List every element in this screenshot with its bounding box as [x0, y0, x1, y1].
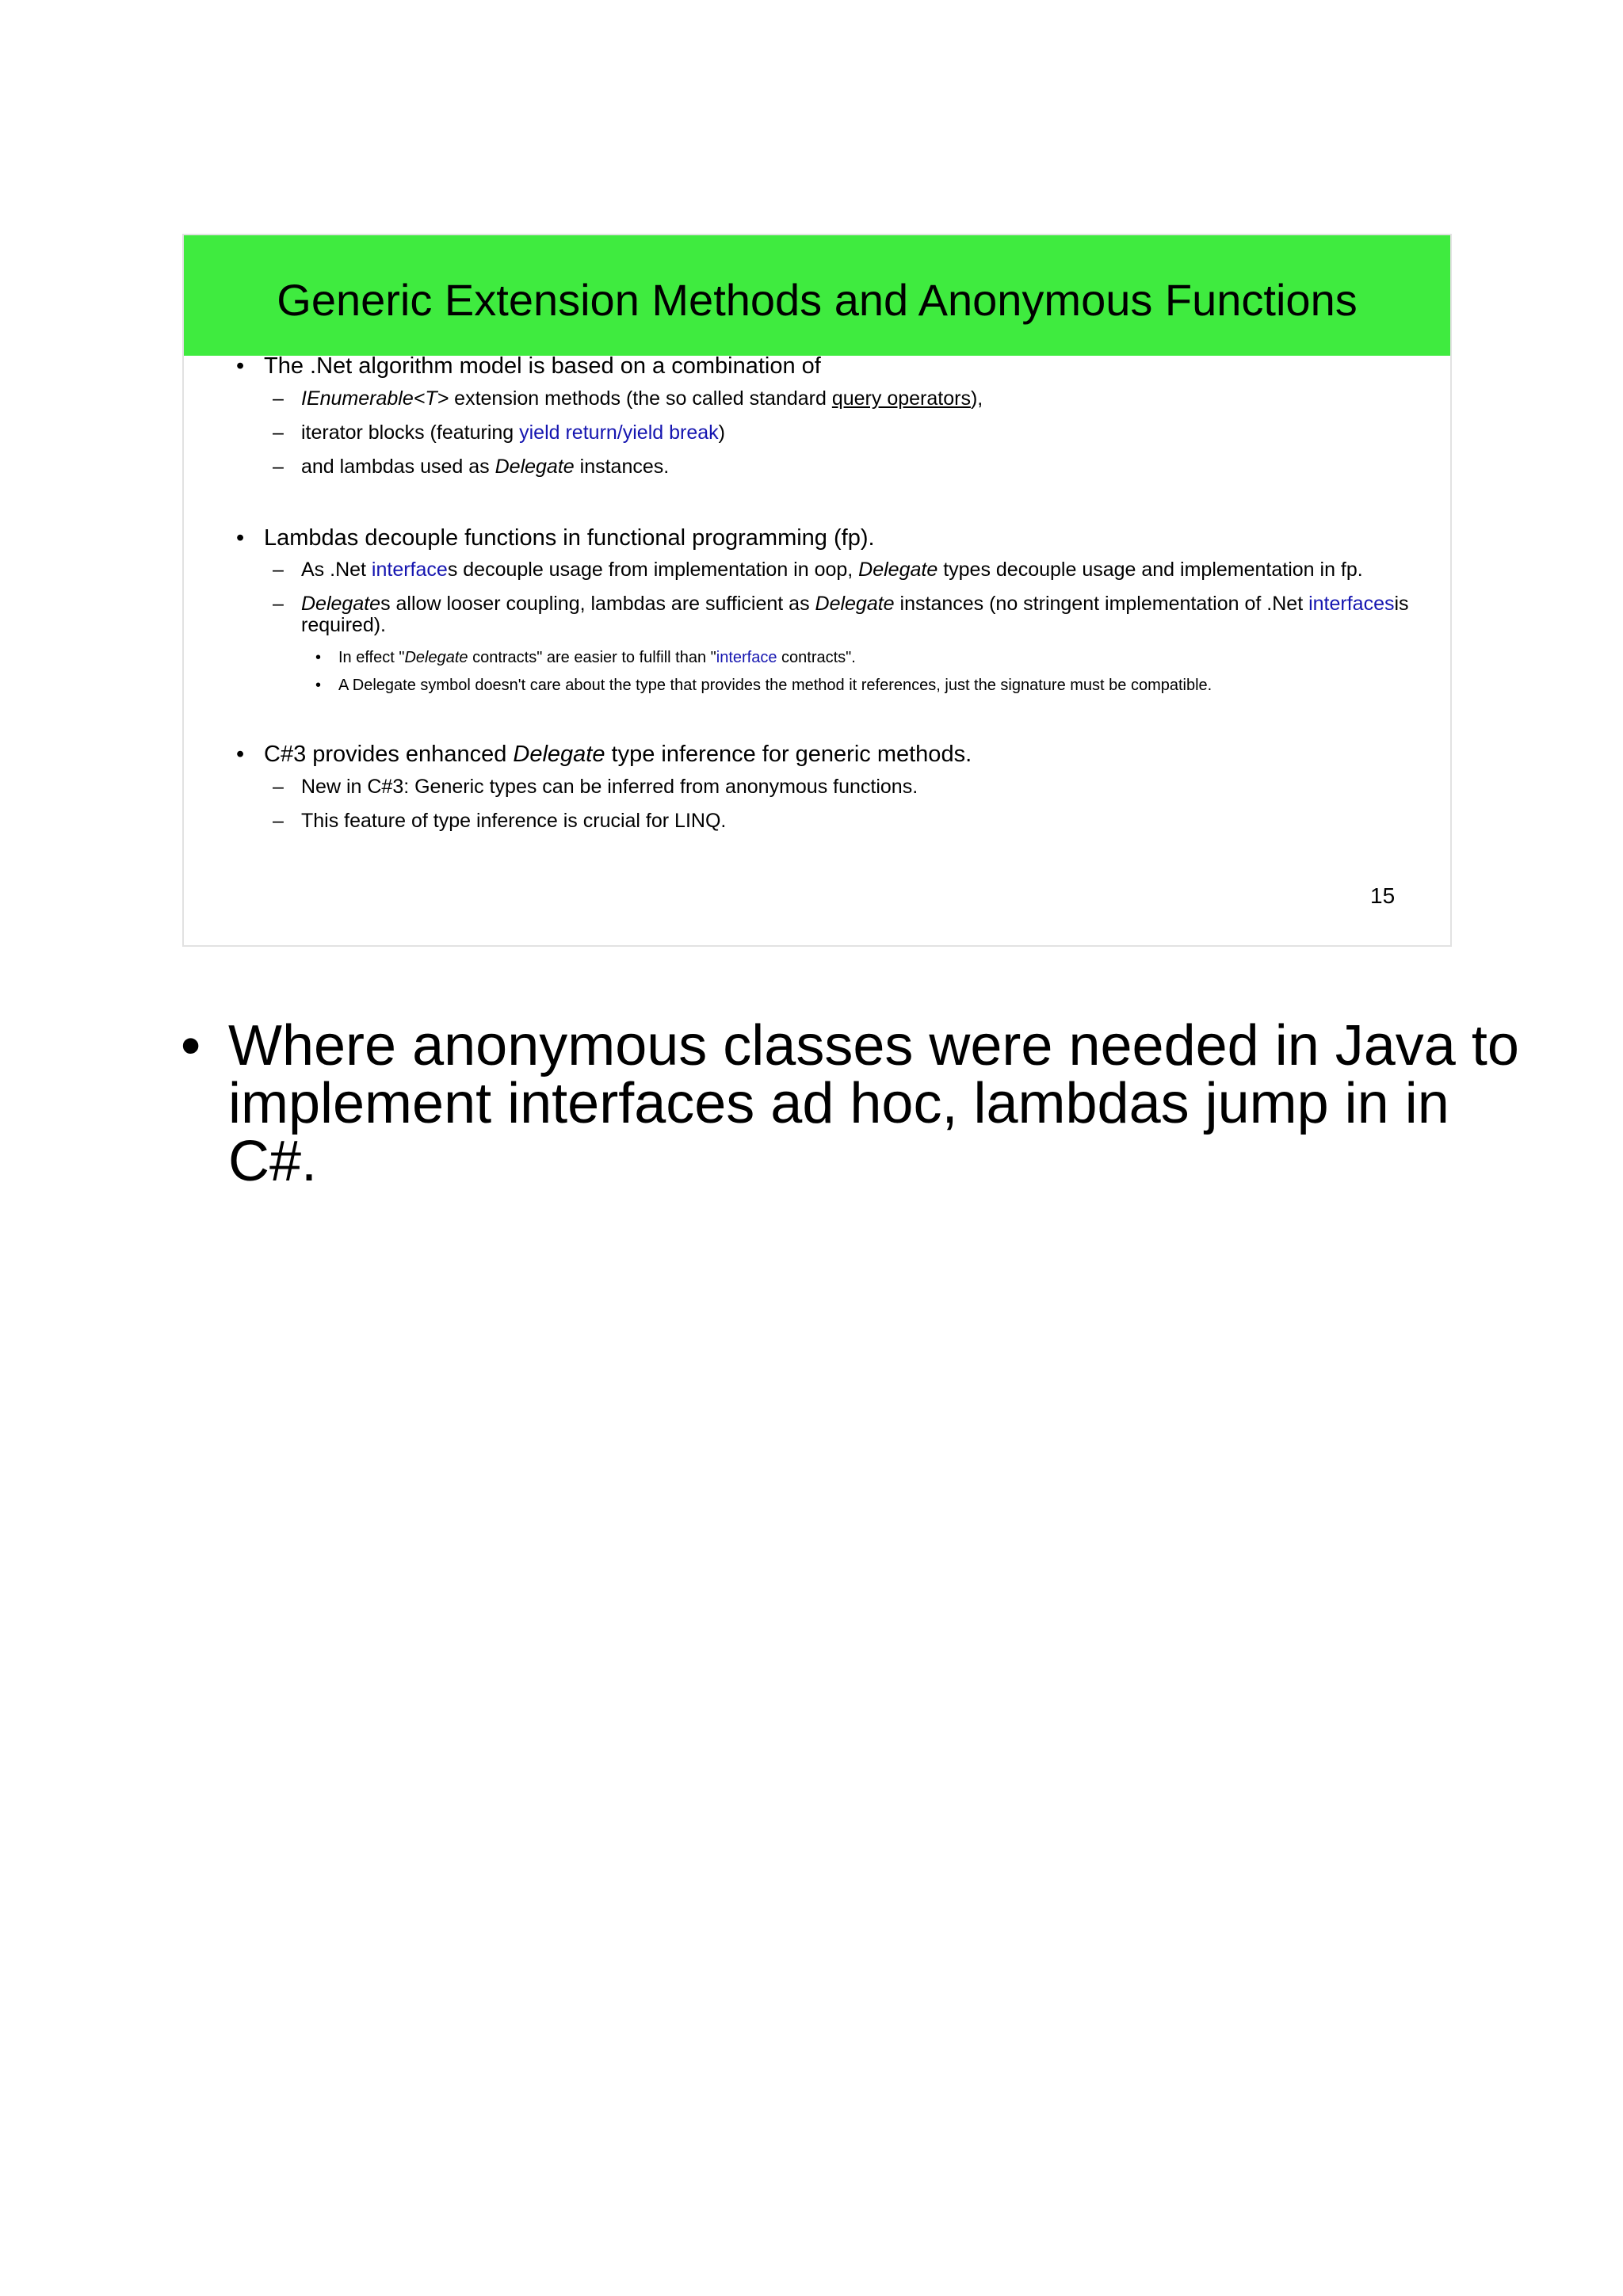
- notes-line-3: C#.: [228, 1130, 318, 1193]
- notes-line-1: • Where anonymous classes were needed in Java to: [181, 1014, 1519, 1077]
- slide-header: [184, 235, 1450, 356]
- page-number: 15: [1370, 883, 1396, 908]
- dash-marker: –: [273, 593, 284, 615]
- sub-bullet-lambdas: – and lambdas used as Delegate instances.: [273, 456, 670, 478]
- sub-sub-bullet-delegate-symbol: • A Delegate symbol doesn't care about the type that provides the method it references, just the signature must be compatible.: [315, 677, 1212, 694]
- speaker-notes: [181, 1014, 1519, 1193]
- bullet-marker: •: [236, 353, 245, 379]
- notes-bullet-marker: •: [181, 1014, 201, 1077]
- bullet-marker: •: [236, 742, 245, 767]
- bullet-type-inference: • C#3 provides enhanced Delegate type inference for generic methods.: [236, 742, 972, 767]
- bullet-marker: •: [315, 677, 322, 694]
- sub-bullet-looser-coupling: – Delegates allow looser coupling, lambdas are sufficient as Delegate instances (no stringent implementation of .Net interfacesis: [273, 593, 1409, 615]
- dash-marker: –: [273, 810, 284, 832]
- bullet-lambdas-decouple: • Lambdas decouple functions in functional programming (fp).: [236, 525, 875, 551]
- dash-marker: –: [273, 421, 284, 444]
- dash-marker: –: [273, 456, 284, 478]
- slide-title: Generic Extension Methods and Anonymous Functions: [277, 275, 1358, 325]
- notes-line-2: implement interfaces ad hoc, lambdas jump in in: [228, 1072, 1449, 1135]
- sub-bullet-looser-coupling-cont: required).: [301, 614, 386, 636]
- sub-bullet-ienumerable: – IEnumerable<T> extension methods (the so called standard query operators),: [273, 387, 983, 410]
- bullet-marker: •: [315, 649, 322, 666]
- sub-bullet-interfaces: – As .Net interfaces decouple usage from implementation in oop, Delegate types decouple usage and implementation in fp.: [273, 559, 1363, 581]
- dash-marker: –: [273, 559, 284, 581]
- sub-bullet-linq: – This feature of type inference is crucial for LINQ.: [273, 810, 727, 832]
- sub-sub-bullet-contracts: • In effect "Delegate contracts" are easier to fulfill than "interface contracts".: [315, 649, 856, 666]
- slide: [182, 234, 1452, 947]
- query-operators-link[interactable]: query operators: [831, 387, 971, 410]
- dash-marker: –: [273, 387, 284, 410]
- bullet-algorithm-model: • The .Net algorithm model is based on a combination of: [236, 353, 821, 379]
- dash-marker: –: [273, 776, 284, 798]
- sub-bullet-iterator-blocks: – iterator blocks (featuring yield return/yield break): [273, 421, 725, 444]
- sub-bullet-new-in-csharp3: – New in C#3: Generic types can be inferred from anonymous functions.: [273, 776, 918, 798]
- bullet-marker: •: [236, 525, 245, 551]
